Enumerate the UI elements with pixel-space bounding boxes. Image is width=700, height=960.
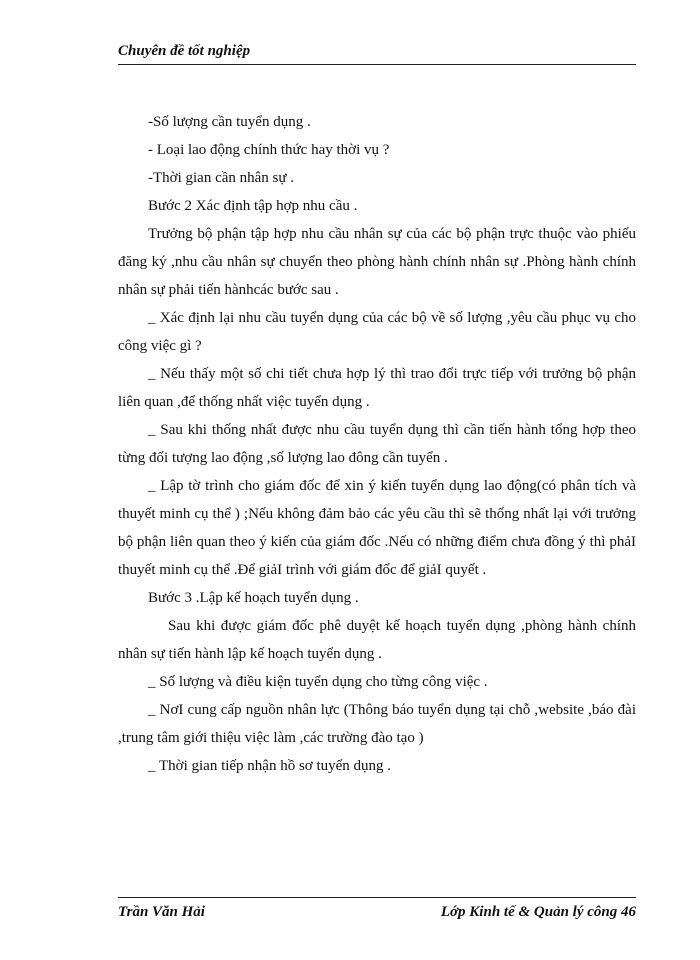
paragraph: Bước 2 Xác định tập hợp nhu cầu . bbox=[148, 198, 358, 214]
paragraph: Trưởng bộ phận tập hợp nhu cầu nhân sự của các bộ phận trực thuộc vào phiếu đăng ký ,nhu cầu nhân sự chuyển theo phòng hành chính nhân sự .Phòng hành chính nhân sự phải tiến hànhcác bước sau . bbox=[118, 226, 636, 298]
header-title: Chuyên đề tốt nghiệp bbox=[118, 43, 251, 59]
paragraph: -Số lượng cần tuyển dụng . bbox=[148, 114, 311, 130]
paragraph: _ Số lượng và điều kiện tuyển dụng cho từng công việc . bbox=[148, 674, 488, 690]
paragraph: _ Nếu thấy một số chi tiết chưa hợp lý thì trao đổi trực tiếp với trưởng bộ phận liên quan ,để thống nhất việc tuyển dụng . bbox=[118, 366, 636, 410]
footer-author: Trần Văn Hải bbox=[118, 904, 205, 920]
paragraph: _ Sau khi thống nhất được nhu cầu tuyển dụng thì cần tiến hành tổng hợp theo từng đối tượng lao động ,số lượng lao đông cần tuyển . bbox=[118, 422, 636, 466]
paragraph: _ NơI cung cấp nguồn nhân lực (Thông báo tuyển dụng tại chỗ ,website ,báo đài ,trung tâm giới thiệu việc làm ,các trường đào tạo ) bbox=[118, 702, 636, 746]
paragraph: - Loại lao động chính thức hay thời vụ ? bbox=[148, 142, 390, 158]
page-header bbox=[118, 40, 636, 65]
paragraph: _ Xác định lại nhu cầu tuyển dụng của các bộ về số lượng ,yêu cầu phục vụ cho công việc gì ? bbox=[118, 310, 636, 354]
paragraph: -Thời gian cần nhân sự . bbox=[148, 170, 295, 186]
paragraph: Bước 3 .Lập kế hoạch tuyển dụng . bbox=[148, 590, 359, 606]
page-footer bbox=[118, 897, 636, 924]
paragraph: _ Thời gian tiếp nhận hồ sơ tuyển dụng . bbox=[148, 758, 392, 774]
footer-class: Lớp Kinh tế & Quản lý công 46 bbox=[440, 904, 636, 920]
paragraph: _ Lập tờ trình cho giám đốc để xin ý kiến tuyển dụng lao động(có phân tích và thuyết minh cụ thể ) ;Nếu không đảm bảo các yêu cầu thì sẽ thống nhất lại với trưởng bộ phận liên quan theo ý kiến của giám đốc .Nếu có những điểm chưa đồng ý thì phảI thuyết minh cụ thể .Để giảI trình với giám đốc để giảI quyết . bbox=[118, 478, 636, 578]
document-body bbox=[118, 108, 636, 780]
paragraph: Sau khi được giám đốc phê duyệt kế hoạch tuyển dụng ,phòng hành chính nhân sự tiến hành lập kế hoạch tuyển dụng . bbox=[118, 618, 636, 662]
